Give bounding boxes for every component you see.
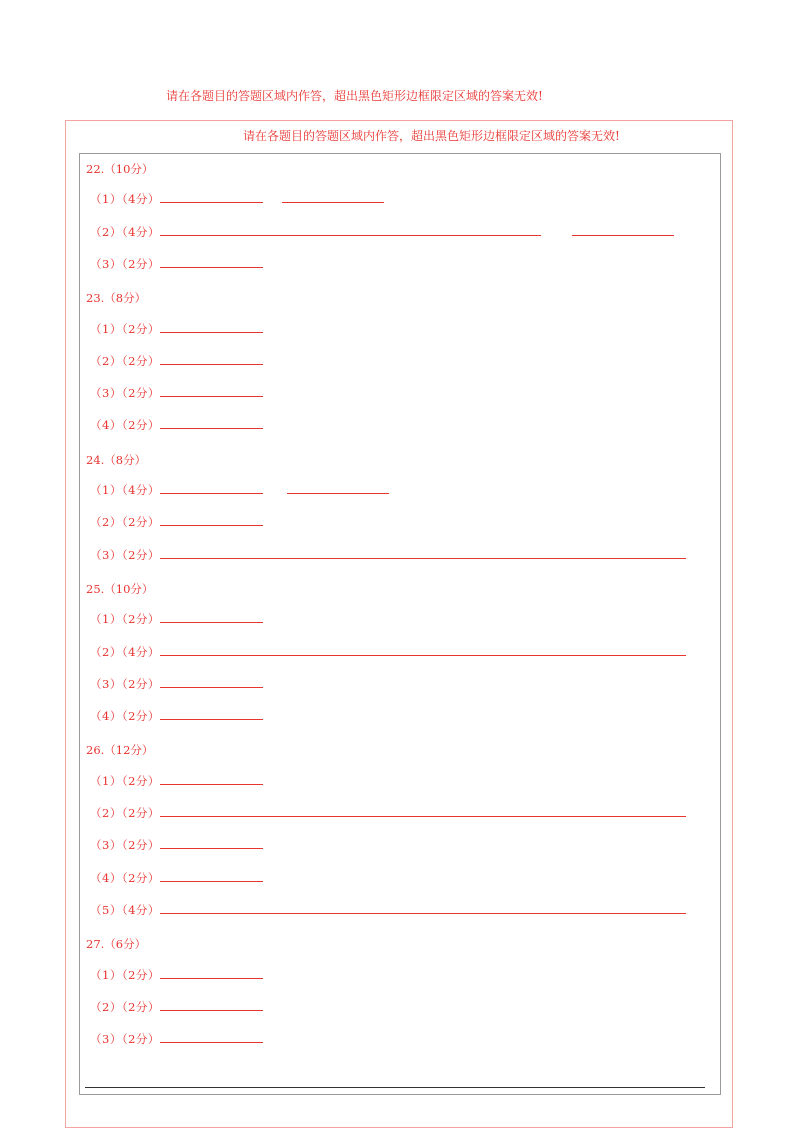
sub-question-label: （2）（2分） bbox=[90, 515, 160, 530]
answer-blank[interactable] bbox=[160, 881, 263, 882]
answer-blank[interactable] bbox=[160, 202, 263, 203]
answer-blank[interactable] bbox=[160, 558, 686, 559]
sub-question-label: （2）（2分） bbox=[90, 353, 160, 368]
sub-question-label: （4）（2分） bbox=[90, 418, 160, 433]
sub-question-label: （2）（4分） bbox=[90, 644, 160, 659]
sub-question-label: （3）（2分） bbox=[90, 838, 160, 853]
answer-blank[interactable] bbox=[160, 913, 686, 914]
sub-question-label: （2）（2分） bbox=[90, 806, 160, 820]
answer-blank[interactable] bbox=[160, 235, 541, 236]
sub-question-label: （3）（2分） bbox=[90, 547, 160, 562]
sub-question-label: （1）（2分） bbox=[90, 321, 160, 336]
sub-question-label: （3）（2分） bbox=[90, 676, 160, 691]
sub-question-row bbox=[86, 999, 706, 1015]
sub-question-row bbox=[86, 514, 706, 530]
question-title: 22.（10分） bbox=[86, 162, 154, 176]
sub-question-row bbox=[86, 256, 706, 272]
answer-blank[interactable] bbox=[160, 687, 263, 688]
sub-question-label: （3）（2分） bbox=[90, 1032, 160, 1047]
answer-blank[interactable] bbox=[160, 1042, 263, 1043]
sub-question-row bbox=[86, 353, 706, 369]
question-title: 26.（12分） bbox=[86, 743, 154, 758]
sub-question-label: （1）（4分） bbox=[90, 192, 160, 207]
answer-blank[interactable] bbox=[160, 364, 263, 365]
sub-question-row bbox=[86, 773, 706, 789]
sub-question-row bbox=[86, 321, 706, 337]
bottom-rule bbox=[85, 1087, 705, 1088]
sub-question-label: （3）（2分） bbox=[90, 386, 160, 401]
sub-question-row bbox=[86, 902, 706, 918]
sub-question-row bbox=[86, 482, 706, 498]
sub-question-label: （4）（2分） bbox=[90, 870, 160, 885]
sub-question-label: （5）（4分） bbox=[90, 902, 160, 917]
answer-blank[interactable] bbox=[160, 816, 686, 817]
sub-question-label: （2）（4分） bbox=[90, 224, 160, 239]
sub-question-label: （1）（2分） bbox=[90, 967, 160, 982]
sub-question-row bbox=[86, 967, 706, 983]
sub-question-row bbox=[86, 644, 706, 660]
answer-blank[interactable] bbox=[160, 1010, 263, 1011]
answer-blank[interactable] bbox=[160, 848, 263, 849]
sub-question-row bbox=[86, 417, 706, 433]
question-title: 23.（8分） bbox=[86, 291, 147, 306]
answer-blank[interactable] bbox=[282, 202, 384, 203]
answer-blank[interactable] bbox=[160, 396, 263, 397]
answer-blank[interactable] bbox=[160, 332, 263, 333]
question-title: 27.（6分） bbox=[86, 937, 147, 952]
top-warning-text: 请在各题目的答题区域内作答，超出黑色矩形边框限定区域的答案无效! bbox=[166, 89, 543, 103]
sub-question-label: （4）（2分） bbox=[90, 709, 160, 724]
answer-blank[interactable] bbox=[160, 493, 263, 494]
answer-blank[interactable] bbox=[160, 655, 686, 656]
answer-blank[interactable] bbox=[160, 978, 263, 979]
sub-question-row bbox=[86, 870, 706, 886]
question-title: 25.（10分） bbox=[86, 581, 154, 596]
answer-blank[interactable] bbox=[572, 235, 674, 236]
answer-blank[interactable] bbox=[160, 267, 263, 268]
sub-question-label: （1）（2分） bbox=[90, 612, 160, 627]
answer-blank[interactable] bbox=[160, 622, 263, 623]
answer-blank[interactable] bbox=[160, 784, 263, 785]
sub-question-label: （1）（4分） bbox=[90, 483, 160, 497]
sub-question-row bbox=[86, 191, 706, 207]
question-title: 24.（8分） bbox=[86, 452, 147, 467]
answer-blank[interactable] bbox=[160, 428, 263, 429]
sub-question-label: （1）（2分） bbox=[90, 773, 160, 788]
answer-blank[interactable] bbox=[160, 525, 263, 526]
sub-question-label: （2）（2分） bbox=[90, 999, 160, 1014]
sub-question-row bbox=[86, 1031, 706, 1047]
sub-question-row bbox=[86, 676, 706, 692]
sub-question-label: （3）（2分） bbox=[90, 256, 160, 271]
sub-question-row bbox=[86, 224, 706, 240]
sub-question-row bbox=[86, 611, 706, 627]
sub-question-row bbox=[86, 385, 706, 401]
inner-warning-text: 请在各题目的答题区域内作答，超出黑色矩形边框限定区域的答案无效! bbox=[243, 129, 620, 143]
sub-question-row bbox=[86, 805, 706, 821]
sub-question-row bbox=[86, 547, 706, 563]
sub-question-row bbox=[86, 708, 706, 724]
sub-question-row bbox=[86, 837, 706, 853]
answer-blank[interactable] bbox=[160, 719, 263, 720]
answer-blank[interactable] bbox=[287, 493, 389, 494]
